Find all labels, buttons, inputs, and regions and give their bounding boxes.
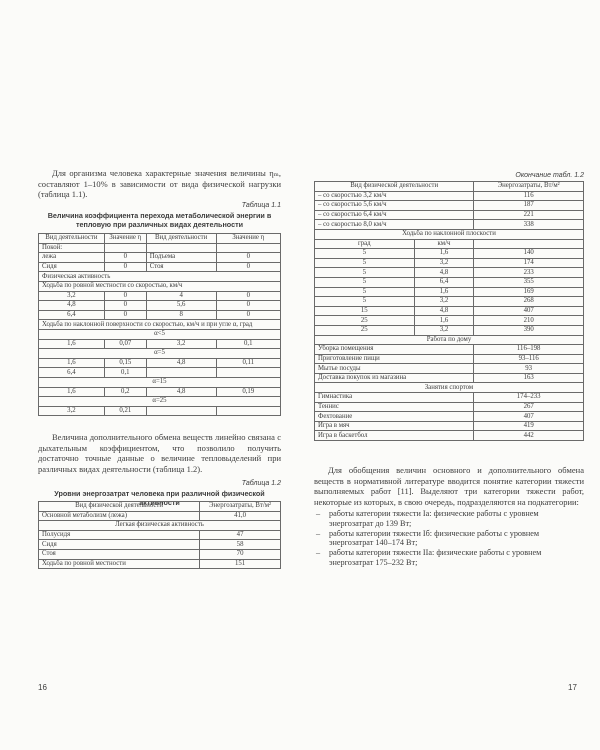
table-cell: 0,21 [104,406,146,416]
table-cell: 419 [474,421,584,431]
table-cell: Приготовление пищи [315,354,474,364]
alpha-label: α=5 [39,349,281,359]
table-cell: 407 [474,412,584,422]
table-cell: – со скоростью 3,2 км/ч [315,191,474,201]
table-header-row [315,182,584,192]
table-cell: – со скоростью 8,0 км/ч [315,220,474,230]
column-header: Вид физической деятельности [315,182,474,192]
table-cell: 1,6 [39,387,105,397]
table-row [39,530,281,540]
table-cell: 151 [200,559,281,569]
table-cell [146,368,216,378]
table-cell: 15 [315,306,415,316]
table-cell: 3,2 [414,325,474,335]
table-row [315,210,584,220]
table-row [39,387,281,397]
section-row [315,335,584,345]
table-row [39,253,281,263]
table-cell [104,243,146,253]
table-cell: Подъема [146,253,216,263]
table1 [38,233,281,416]
table-cell: Основной метаболизм (лежа) [39,511,200,521]
column-header: Вид физической деятельности [39,502,200,512]
table-cell: 41,0 [200,511,281,521]
bullet-dash: – [316,528,321,538]
table-row [315,249,584,259]
section-row [39,521,281,531]
table-row [39,511,281,521]
table-cell: 0 [104,262,146,272]
table-cell: 0,15 [104,358,146,368]
table-cell: Игра в мяч [315,421,474,431]
intro-paragraph: Для организма человека характерные значения величины ηₘ, составляют 1–10% в зависимости от вида физической нагрузки (таблица 1.1). [38,168,281,199]
section-row [39,281,281,291]
table-cell: 174 [474,258,584,268]
table-cell [216,243,280,253]
table-cell: км/ч [414,239,474,249]
table-row [39,368,281,378]
list-item [314,529,584,549]
table-cell: 0 [216,310,280,320]
table-cell: 442 [474,431,584,441]
table-cell: 0,2 [104,387,146,397]
table-cell: Гимнастика [315,393,474,403]
table-row [315,373,584,383]
table-row [315,277,584,287]
subheader-row [315,239,584,249]
table-cell: Полусидя [39,530,200,540]
table-row [315,306,584,316]
table-cell: 47 [200,530,281,540]
table-cell [146,406,216,416]
alpha-row [39,377,281,387]
table-cell: Мытье посуды [315,364,474,374]
page-number-right: 17 [568,683,577,692]
table-header-row [39,234,281,244]
table-row [315,201,584,211]
table-cell: 390 [474,325,584,335]
table-cell: 233 [474,268,584,278]
table-cell: 5 [315,287,415,297]
table-cell: 0,19 [216,387,280,397]
table-cell: лежа [39,253,105,263]
table-cell: Игра в баскетбол [315,431,474,441]
section-label: Работа по дому [315,335,584,345]
table1-caption: Таблица 1.1 [241,202,281,209]
table-cell: Стоя [39,549,200,559]
table-cell: 5 [315,268,415,278]
section-row [39,272,281,282]
bullet-dash: – [316,548,321,558]
table-cell: 221 [474,210,584,220]
table-row [39,406,281,416]
table-cell: 3,2 [39,291,105,301]
table-cell: 4,8 [39,301,105,311]
table-row [39,559,281,569]
table-cell: 1,6 [39,358,105,368]
table-cell: Сидя [39,540,200,550]
table-cell: 1,6 [39,339,105,349]
table-cell: 5 [315,277,415,287]
table-cell: 6,4 [414,277,474,287]
table-row [39,549,281,559]
table-header-row [39,502,281,512]
table-cell: 6,4 [39,368,105,378]
table-cell: 267 [474,402,584,412]
table-cell [216,406,280,416]
table-cell: 0,11 [216,358,280,368]
column-header: Энергозатраты, Вт/м² [200,502,281,512]
table-row [315,402,584,412]
table-row [315,287,584,297]
table-row [39,310,281,320]
table-cell: Фехтование [315,412,474,422]
table-cell: 407 [474,306,584,316]
table-cell: 0 [104,310,146,320]
table-cell [146,243,216,253]
table-row [39,243,281,253]
table-cell: 338 [474,220,584,230]
table1-title: Величина коэффициента перехода метаболической энергии в тепловую при различных видах деятельности [47,211,272,229]
table-cell: – со скоростью 5,6 км/ч [315,201,474,211]
alpha-row [39,349,281,359]
section-label: Ходьба по наклонной поверхности со скоростью, км/ч и при угле α, град [39,320,281,330]
table-cell: Теннис [315,402,474,412]
para2: Величина дополнительного обмена веществ линейно связана с дыхательным коэффициентом, что позволило получить достаточно точные данные о величине тепловыделений при различных видах деятельности (таблица 1.2). [38,432,281,474]
table-row [39,301,281,311]
list-item-text: работы категории тяжести Iб: физические работы с уровнем энергозатрат 140–174 Вт; [329,528,540,548]
table-cell: 5,6 [146,301,216,311]
table-row [315,258,584,268]
table-cell: 0 [216,253,280,263]
alpha-label: α=25 [39,397,281,407]
table-cell: 140 [474,249,584,259]
table-cell: 0 [104,253,146,263]
table-cell: 3,2 [414,258,474,268]
table-row [315,345,584,355]
table-cell: – со скоростью 6,4 км/ч [315,210,474,220]
table2 [38,501,281,569]
table-cell [474,239,584,249]
column-header: Значение η [104,234,146,244]
table-row [315,412,584,422]
table-row [315,191,584,201]
table-cell: 5 [315,297,415,307]
category-list [314,509,584,568]
table-cell: 116–198 [474,345,584,355]
right-paragraph: Для обобщения величин основного и дополнительного обмена веществ в нормативной литературе вводится понятие категории тяжести выполняемых работ [11]. Выделяют три категории тяжести работ, некоторые из которых, в свою очередь, подразделяются на подкатегории: [314,465,584,507]
table-row [315,364,584,374]
table2-continued [314,181,584,441]
bullet-dash: – [316,509,321,518]
table-cell: 174–233 [474,393,584,403]
section-label: Легкая физическая активность [39,521,281,531]
table2-continued-caption: Окончание табл. 1.2 [515,172,584,179]
table-cell: 4,8 [414,306,474,316]
table-cell: Покой: [39,243,105,253]
table-cell: 4,8 [414,268,474,278]
table-cell: 25 [315,316,415,326]
table-cell: 268 [474,297,584,307]
alpha-label: α<5 [39,329,281,339]
table-cell: 210 [474,316,584,326]
table-row [39,358,281,368]
table-cell: 3,2 [414,297,474,307]
column-header: Энергозатраты, Вт/м² [474,182,584,192]
table-cell: Стоя [146,262,216,272]
table-row [39,291,281,301]
table-row [315,421,584,431]
table-cell: 93–116 [474,354,584,364]
table-cell: 355 [474,277,584,287]
table-cell: 3,2 [39,406,105,416]
table-cell: 0 [104,291,146,301]
section-label: Ходьба по ровной местности со скоростью, км/ч [39,281,281,291]
table2-caption: Таблица 1.2 [241,480,281,487]
table-cell: Сидя [39,262,105,272]
table-cell [216,368,280,378]
table-cell: 0,07 [104,339,146,349]
table-cell: 163 [474,373,584,383]
section-row [39,320,281,330]
table-cell: 3,2 [146,339,216,349]
table-row [315,268,584,278]
table-row [39,540,281,550]
table-cell: 4 [146,291,216,301]
table-cell: 93 [474,364,584,374]
table-cell: 0 [216,291,280,301]
table-cell: 8 [146,310,216,320]
table-row [315,354,584,364]
column-header: Значение η [216,234,280,244]
table-cell: 0 [216,262,280,272]
page-number-left: 16 [38,683,47,692]
table-cell: 1,6 [414,287,474,297]
list-item-text: работы категории тяжести IIа: физические работы с уровнем энергозатрат 175–232 Вт; [329,548,542,567]
table2-title: Уровни энергозатрат человека при различной физической активности [54,489,265,507]
table-cell: 4,8 [146,358,216,368]
table-row [315,325,584,335]
table-cell: град [315,239,415,249]
table-cell: 5 [315,258,415,268]
table-row [315,297,584,307]
column-header: Вид деятельности [39,234,105,244]
table-cell: Ходьба по ровной местности [39,559,200,569]
table-cell: 0 [216,301,280,311]
table-row [39,262,281,272]
table-cell: Доставка покупок из магазина [315,373,474,383]
table-cell: 187 [474,201,584,211]
table-cell: 169 [474,287,584,297]
table-cell: 0,1 [104,368,146,378]
table-cell: 1,6 [414,249,474,259]
table-cell: 5 [315,249,415,259]
section-row [315,229,584,239]
alpha-label: α=15 [39,377,281,387]
table-cell: 0,1 [216,339,280,349]
section-row [315,383,584,393]
table-cell: 1,6 [414,316,474,326]
table-row [315,431,584,441]
table-row [39,339,281,349]
table-row [315,220,584,230]
section-label: Физическая активность [39,272,281,282]
list-item [314,509,584,529]
table-cell: 70 [200,549,281,559]
list-item [314,548,584,568]
table-cell: 6,4 [39,310,105,320]
table-row [315,316,584,326]
table-row [315,393,584,403]
table-cell: Уборка помещения [315,345,474,355]
section-label: Занятия спортом [315,383,584,393]
right-page [300,0,600,750]
table-cell: 0 [104,301,146,311]
column-header: Вид деятельности [146,234,216,244]
list-item-text: работы категории тяжести Iа: физические работы с уровнем энергозатрат до 139 Вт; [329,509,539,528]
alpha-row [39,329,281,339]
table-cell: 25 [315,325,415,335]
alpha-row [39,397,281,407]
table-cell: 116 [474,191,584,201]
table-cell: 4,8 [146,387,216,397]
table-cell: 58 [200,540,281,550]
section-label: Ходьба по наклонной плоскости [315,229,584,239]
